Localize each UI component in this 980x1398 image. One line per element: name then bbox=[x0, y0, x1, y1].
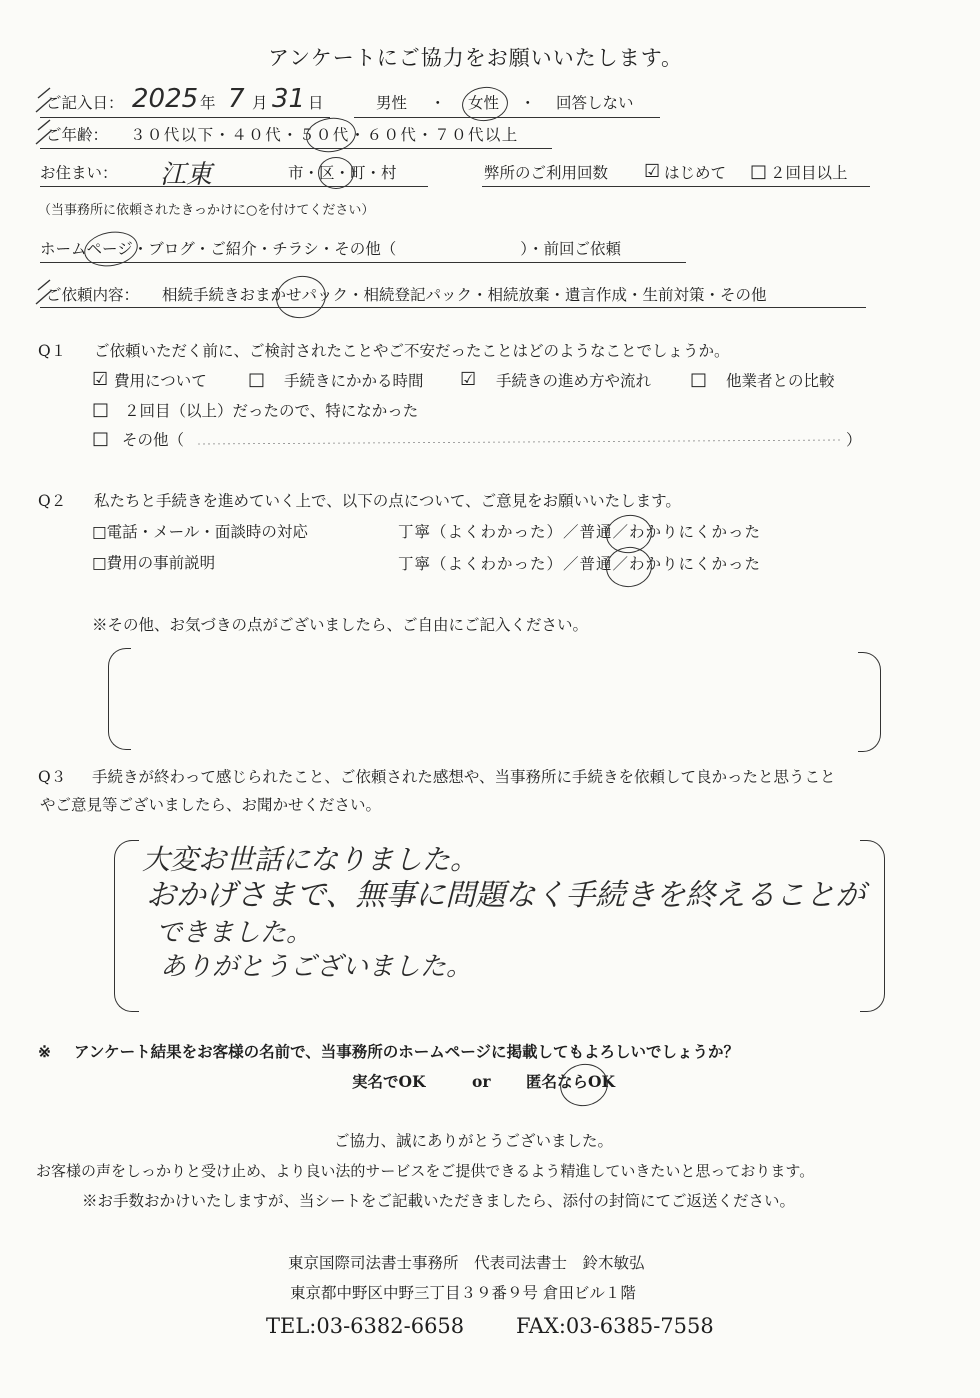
q1-number: Q１ bbox=[38, 342, 67, 360]
q1-opt4-checkbox[interactable]: □ bbox=[690, 369, 708, 390]
gender-male: 男性 bbox=[376, 94, 408, 112]
request-label: ご依頼内容： bbox=[46, 286, 140, 304]
q1-opt2-checkbox[interactable]: □ bbox=[248, 369, 266, 390]
q3-number: Q３ bbox=[38, 768, 67, 786]
date-day-value: 31 bbox=[272, 84, 306, 114]
usage-first-checkbox[interactable]: ☑ bbox=[644, 161, 661, 182]
q3-answer-line-1: 大変お世話になりました。 bbox=[142, 843, 479, 876]
gender-dot-1: ・ bbox=[430, 94, 446, 112]
usage-first-label: はじめて bbox=[664, 164, 727, 182]
publish-or: or bbox=[472, 1072, 491, 1091]
q2-row2-scale: 丁寧（よくわかった）／普通／わかりにくかった bbox=[398, 555, 762, 573]
q1-opt1-checkbox[interactable]: ☑ bbox=[92, 369, 109, 390]
q1-opt1-label: 費用について bbox=[114, 372, 207, 390]
gender-female: 女性 bbox=[468, 94, 500, 112]
gender-none: 回答しない bbox=[556, 94, 634, 112]
publish-mark: ※ bbox=[38, 1042, 51, 1061]
q3-answer-line-3: できました。 bbox=[156, 918, 313, 948]
office-fax: FAX:03-6385-7558 bbox=[516, 1314, 714, 1338]
usage-label: 弊所のご利用回数 bbox=[484, 164, 609, 182]
q2-other-note: ※その他、お気づきの点がございましたら、ご自由にご記入ください。 bbox=[92, 616, 589, 634]
q1-opt5-label: ２回目（以上）だったので、特になかった bbox=[124, 402, 419, 420]
address-units: 市・区・町・村 bbox=[288, 164, 397, 182]
q1-opt6-checkbox[interactable]: □ bbox=[92, 428, 110, 449]
q1-opt5-checkbox[interactable]: □ bbox=[92, 399, 110, 420]
office-address: 東京都中野区中野三丁目３９番９号 倉田ビル１階 bbox=[290, 1284, 636, 1302]
trigger-note: （当事務所に依頼されたきっかけに○を付けてください） bbox=[38, 203, 375, 218]
office-name: 東京国際司法書士事務所 代表司法書士 鈴木敏弘 bbox=[288, 1254, 645, 1272]
closing-line-2: お客様の声をしっかりと受け止め、より良い法的サービスをご提供できるよう精進していきたいと思っております。 bbox=[36, 1162, 815, 1180]
q3-answer-line-4: ありがとうございました。 bbox=[160, 952, 473, 982]
year-unit: 年 bbox=[200, 94, 216, 112]
date-month-value: 7 bbox=[228, 84, 245, 114]
q2-row1-scale: 丁寧（よくわかった）／普通／わかりにくかった bbox=[398, 523, 762, 541]
q1-opt3-label: 手続きの進め方や流れ bbox=[496, 372, 652, 390]
office-tel: TEL:03-6382-6658 bbox=[266, 1314, 465, 1338]
age-options: ３０代以下・４０代・５０代・６０代・７０代以上 bbox=[130, 126, 519, 144]
publish-anonymous-ok: 匿名ならOK bbox=[526, 1072, 615, 1091]
survey-title: アンケートにご協力をお願いいたします。 bbox=[268, 46, 684, 70]
day-unit: 日 bbox=[308, 94, 324, 112]
request-options: 相続手続きおまかせパック・相続登記パック・相続放棄・遺言作成・生前対策・その他 bbox=[162, 286, 767, 304]
age-label: ご年齢： bbox=[46, 126, 109, 144]
gender-dot-2: ・ bbox=[520, 94, 536, 112]
q2-question: 私たちと手続きを進めていく上で、以下の点について、ご意見をお願いいたします。 bbox=[94, 492, 681, 510]
date-year-value: 2025 bbox=[132, 84, 199, 114]
closing-line-3: ※お手数おかけいたしますが、当シートをご記載いただきましたら、添付の封筒にてご返送ください。 bbox=[82, 1192, 796, 1210]
q2-row2-label[interactable]: □費用の事前説明 bbox=[92, 554, 216, 572]
q3-answer-line-2: おかげさまで、無事に問題なく手続きを終えることが bbox=[146, 878, 866, 913]
publish-real-name-ok: 実名でOK bbox=[352, 1072, 426, 1091]
publish-question: アンケート結果をお客様の名前で、当事務所のホームページに掲載してもよろしいでしょうか？ bbox=[74, 1042, 739, 1061]
closing-line-1: ご協力、誠にありがとうございました。 bbox=[334, 1132, 614, 1150]
q1-opt3-checkbox[interactable]: ☑ bbox=[460, 369, 477, 390]
address-label: お住まい： bbox=[40, 164, 118, 182]
usage-second-label: ２回目以上 bbox=[770, 164, 848, 182]
q1-opt6-label: その他（ bbox=[122, 431, 185, 449]
q3-question-line2: やご意見等ございましたら、お聞かせください。 bbox=[40, 796, 382, 814]
q1-opt4-label: 他業者との比較 bbox=[726, 372, 835, 390]
q1-question: ご依頼いただく前に、ご検討されたことやご不安だったことはどのようなことでしょうか。 bbox=[94, 342, 730, 360]
q1-opt2-label: 手続きにかかる時間 bbox=[284, 372, 424, 390]
trigger-options: ホームページ・ブログ・ご紹介・チラシ・その他（ ）・前回ご依頼 bbox=[40, 240, 621, 258]
q2-number: Q２ bbox=[38, 492, 67, 510]
date-label: ご記入日： bbox=[46, 94, 124, 112]
q3-question-line1: 手続きが終わって感じられたこと、ご依頼された感想や、当事務所に手続きを依頼して良かったと思うこと bbox=[92, 768, 836, 786]
q2-row1-label[interactable]: □電話・メール・面談時の対応 bbox=[92, 523, 308, 541]
q1-opt6-close: ） bbox=[846, 431, 862, 449]
usage-second-checkbox[interactable]: □ bbox=[750, 161, 768, 182]
address-value: 江東 bbox=[160, 160, 213, 190]
month-unit: 月 bbox=[252, 94, 268, 112]
